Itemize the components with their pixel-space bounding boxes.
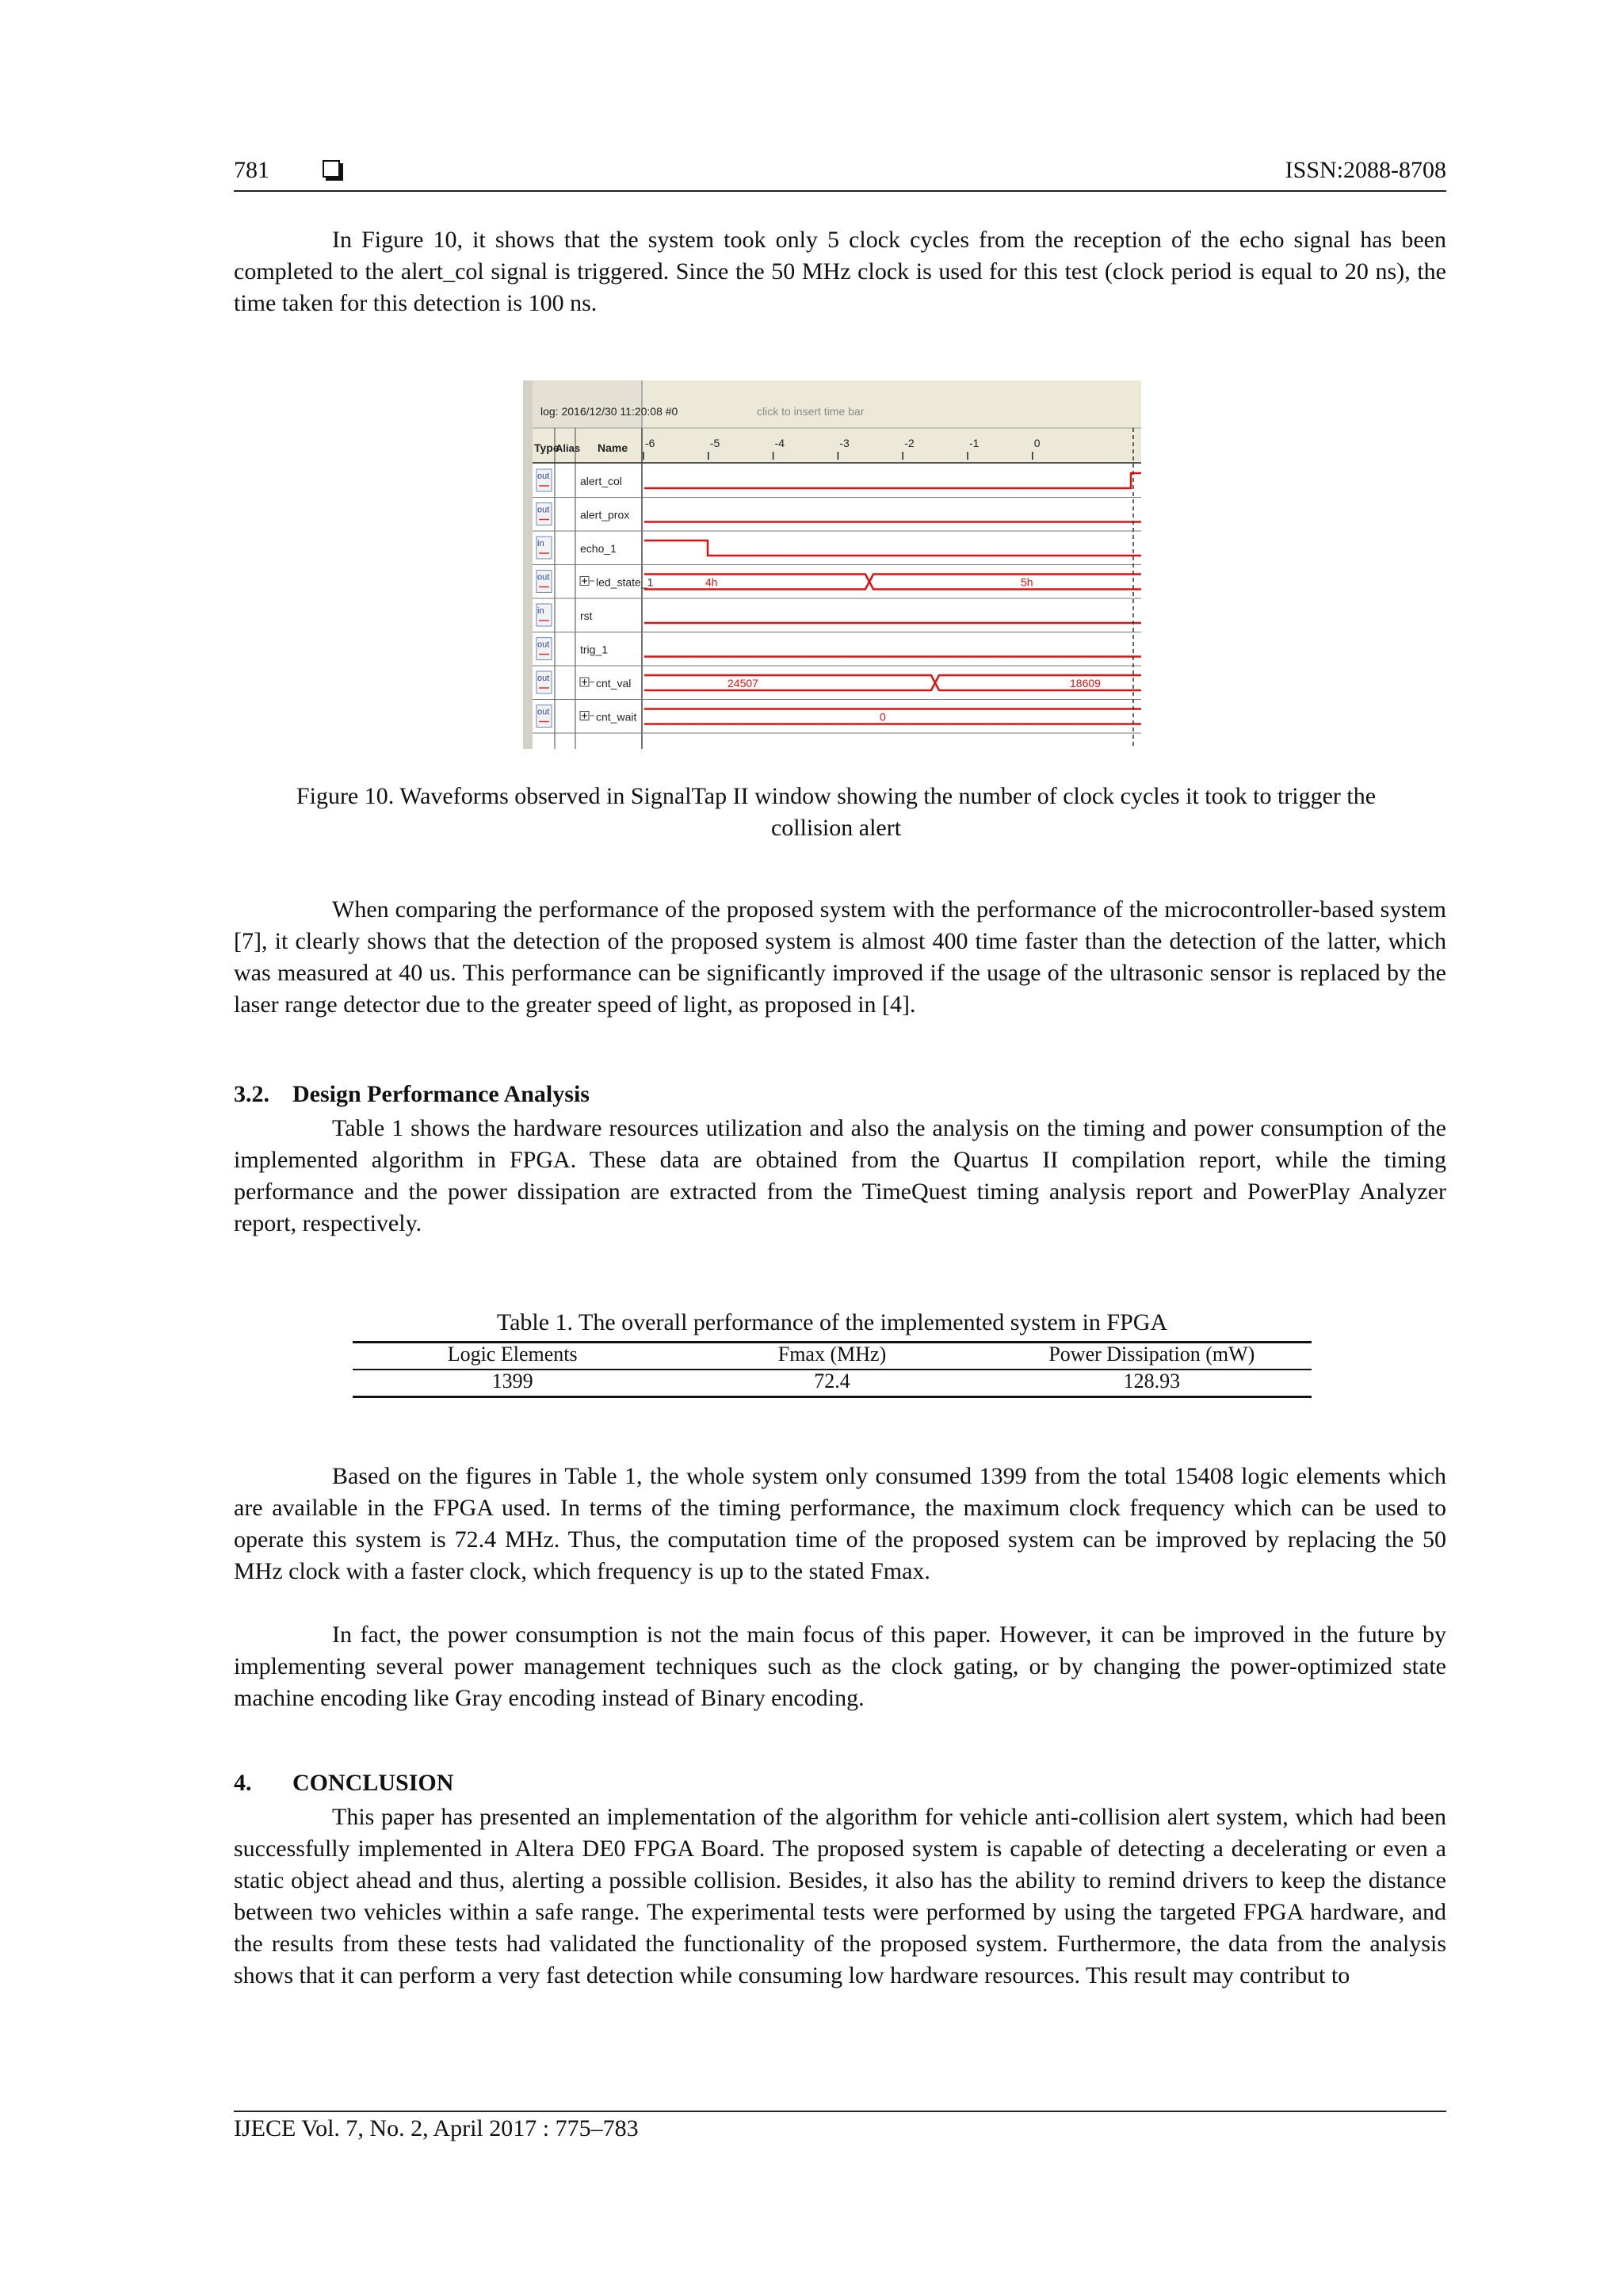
bus-value: 5h [1021, 575, 1033, 589]
input-port-icon [537, 537, 552, 559]
table-cell: 128.93 [1123, 1370, 1181, 1392]
bus-value: 4h [705, 575, 718, 589]
log-label: log: 2016/12/30 11:20:08 #0 [540, 405, 678, 418]
page-header [234, 155, 1446, 192]
time-tick-label: -4 [774, 437, 785, 449]
table-caption: Table 1. The overall performance of the implemented system in FPGA [496, 1309, 1168, 1335]
port-type-label: in [537, 606, 544, 616]
output-port-icon [537, 671, 552, 693]
output-port-icon [537, 469, 552, 491]
signal-name: cnt_val [596, 677, 632, 690]
port-type-label: out [537, 674, 550, 683]
figure-caption: Figure 10. Waveforms observed in SignalTap II window showing the number of clock cycles it took to trigger the collision alert [296, 783, 1377, 841]
table-header-cell: Fmax (MHz) [777, 1343, 887, 1366]
square-bullet-icon [323, 160, 340, 178]
section-number: 4. [234, 1770, 252, 1796]
port-type-label: out [537, 707, 550, 717]
time-tick-label: -3 [839, 437, 850, 449]
performance-table [353, 1341, 1312, 1398]
port-type-label: out [537, 572, 550, 583]
page-number: 781 [234, 157, 269, 183]
port-type-label: in [537, 539, 544, 548]
section-title: CONCLUSION [292, 1770, 454, 1796]
column-type: Type [534, 441, 559, 454]
section-title: Design Performance Analysis [292, 1081, 590, 1107]
signal-name: alert_col [580, 475, 622, 487]
left-frame-border [523, 380, 533, 749]
table-cell: 1399 [491, 1370, 533, 1392]
time-tick-label: -1 [969, 437, 980, 449]
table-header-row [353, 1343, 1312, 1370]
table-row [353, 1370, 1312, 1397]
signal-name: led_state_1 [596, 575, 654, 589]
output-port-icon [537, 503, 552, 525]
output-port-icon [537, 571, 552, 593]
time-bar-hint[interactable]: click to insert time bar [757, 405, 865, 418]
signal-name: alert_prox [580, 508, 630, 521]
paragraph-figure-intro: In Figure 10, it shows that the system took only 5 clock cycles from the reception of the echo signal has been completed to the alert_col signal is triggered. Since the 50 MHz clock is used for this test (clock period is equal to 20 ns), the time taken for this detection is 100 ns. [234, 227, 1446, 316]
time-tick-label: -2 [904, 437, 915, 449]
paragraph-comparison: When comparing the performance of the proposed system with the performance of the microcontroller-based system [7], it clearly shows that the detection of the proposed system is almost 400 time faster than the detection of the latter, which was measured at 40 us. This performance can be significantly improved if the usage of the ultrasonic sensor is replaced by the laser range detector due to the greater speed of light, as proposed in [4]. [234, 896, 1446, 1018]
time-tick-label: 0 [1033, 437, 1041, 449]
paragraph-power: In fact, the power consumption is not the main focus of this paper. However, it can be improved in the future by implementing several power management techniques such as the clock gating, or by changing the power-optimized state machine encoding like Gray encoding instead of Binary encoding. [234, 1622, 1446, 1711]
output-port-icon [537, 705, 552, 728]
paragraph-table-discussion: Based on the figures in Table 1, the whole system only consumed 1399 from the total 15408 logic elements which are available in the FPGA used. In terms of the timing performance, the maximum clock frequency which can be used to operate this system is 72.4 MHz. Thus, the computation time of the proposed system can be improved by replacing the 50 MHz clock with a faster clock, which frequency is up to the stated Fmax. [234, 1463, 1446, 1584]
bus-value: 24507 [727, 677, 758, 690]
bus-value: 0 [880, 710, 886, 724]
section-heading-conclusion [234, 1770, 453, 1797]
signal-name: trig_1 [580, 643, 609, 656]
paragraph-conclusion: This paper has presented an implementation of the algorithm for vehicle anti-collision alert system, which had been successfully implemented in Altera DE0 FPGA Board. The proposed system is capable of detecting a decelerating or even a static object ahead and thus, alerting a possible collision. Besides, it also has the ability to remind drivers to keep the distance between two vehicles within a safe range. The experimental tests were performed by using the targeted FPGA hardware, and the results from these tests had validated the functionality of the proposed system. Furthermore, the data from the analysis shows that it can perform a very fast detection while consuming low hardware resources. This result may contribut to [234, 1804, 1446, 1988]
signal-name: cnt_wait [596, 710, 637, 724]
table-header-cell: Logic Elements [447, 1343, 578, 1366]
column-name: Name [598, 441, 628, 454]
column-alias: Alias [556, 442, 581, 454]
time-tick-label: -6 [645, 437, 655, 449]
port-type-label: out [537, 640, 550, 650]
input-port-icon [537, 604, 552, 626]
page-footer: IJECE Vol. 7, No. 2, April 2017 : 775–783 [234, 2111, 1446, 2142]
section-heading-3-2 [234, 1081, 590, 1108]
port-type-label: out [537, 472, 550, 481]
output-port-icon [537, 638, 552, 660]
port-type-label: out [537, 505, 550, 515]
paragraph-table-intro: Table 1 shows the hardware resources utilization and also the analysis on the timing and power consumption of the implemented algorithm in FPGA. These data are obtained from the Quartus II compilation report, while the timing performance and the power dissipation are extracted from the TimeQuest timing analysis report and PowerPlay Analyzer report, respectively. [234, 1115, 1446, 1236]
issn: ISSN:2088-8708 [1285, 157, 1446, 183]
bus-value: 18609 [1070, 677, 1101, 690]
signal-name: rst [580, 609, 593, 622]
figure-10-signaltap [523, 380, 1141, 749]
section-number: 3.2. [234, 1081, 269, 1107]
table-cell: 72.4 [814, 1370, 850, 1392]
signal-name: echo_1 [580, 542, 617, 555]
table-header-cell: Power Dissipation (mW) [1048, 1343, 1255, 1366]
time-tick-label: -5 [709, 437, 720, 449]
